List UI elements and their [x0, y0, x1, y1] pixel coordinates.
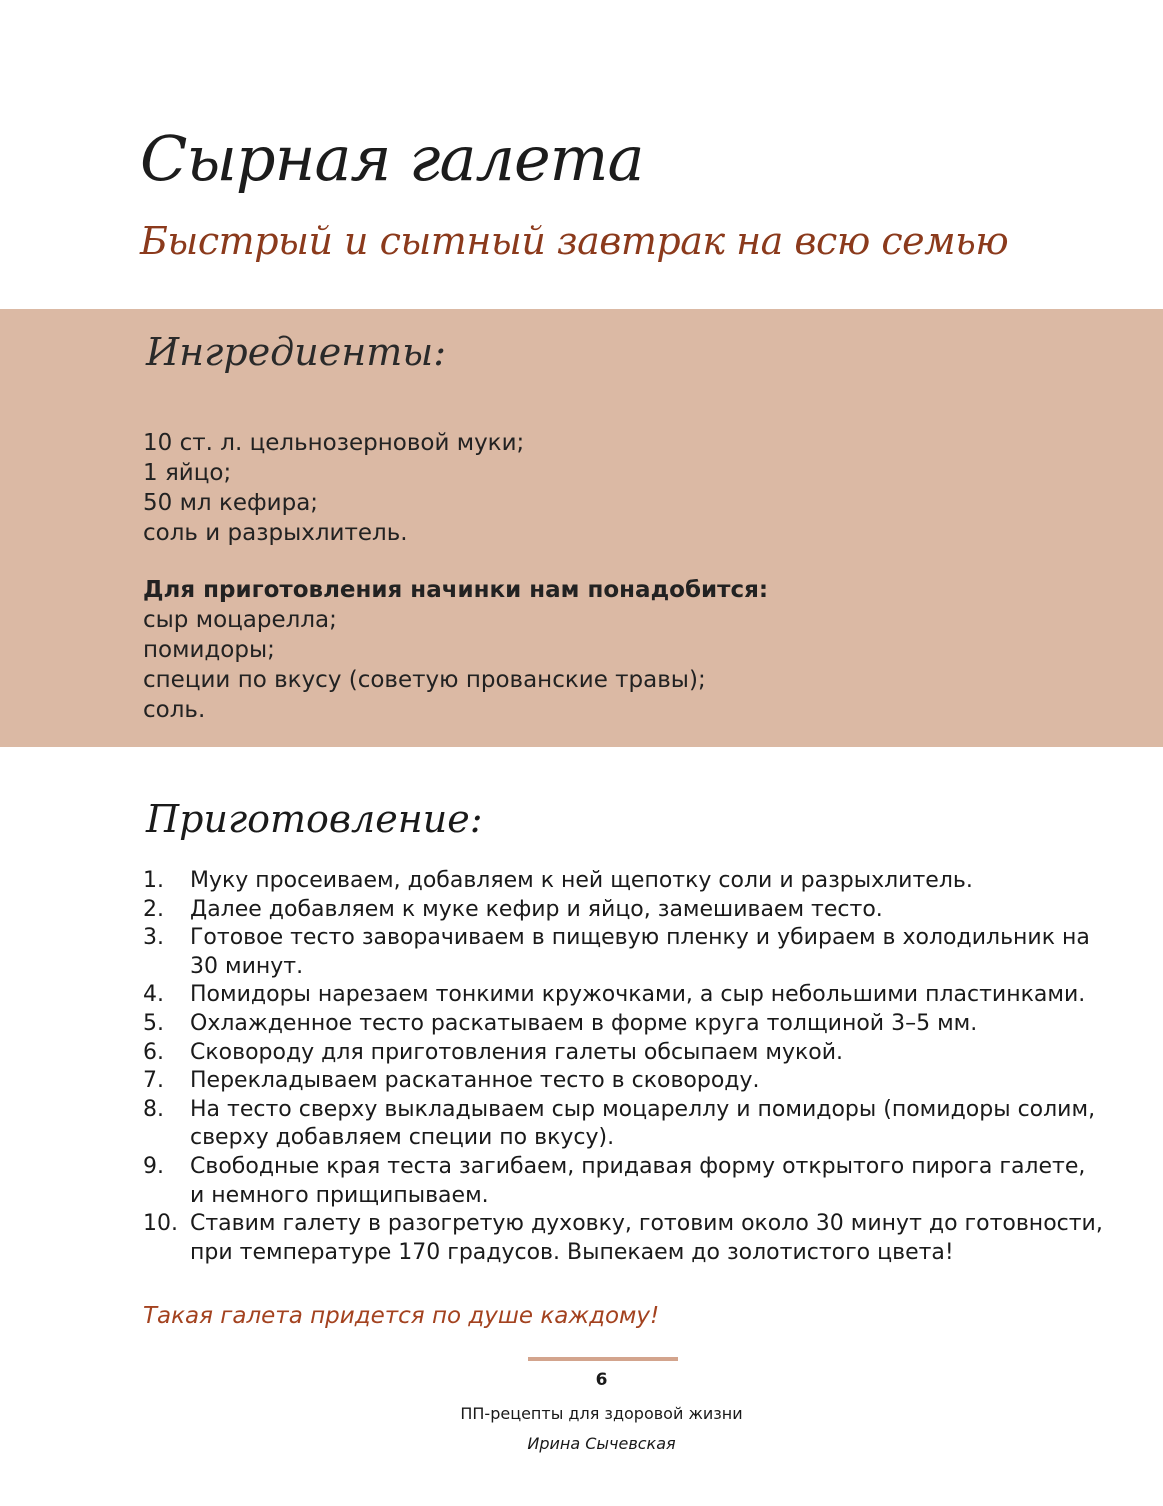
filling-list [143, 575, 768, 725]
filling-item: помидоры; [143, 637, 275, 663]
footer-divider [528, 1357, 678, 1361]
step-text: Ставим галету в разогретую духовку, готовим около 30 минут до готовности, при температуре 170 градусов. Выпекаем до золотистого цвета! [190, 1211, 1103, 1265]
step-number: 8. [143, 1096, 164, 1122]
book-title: ПП-рецепты для здоровой жизни [460, 1404, 743, 1423]
ingredients-list [143, 428, 524, 548]
filling-item: сыр моцарелла; [143, 607, 337, 633]
list-item [143, 1096, 1103, 1153]
list-item [143, 896, 1103, 925]
list-item [143, 924, 1103, 981]
step-number: 3. [143, 925, 164, 951]
filling-item: соль. [143, 697, 206, 723]
list-item [143, 867, 1103, 896]
step-text: Муку просеиваем, добавляем к ней щепотку соли и разрыхлитель. [190, 868, 973, 893]
step-number: 5. [143, 1010, 164, 1036]
filling-item: специи по вкусу (советую прованские травы); [143, 667, 706, 693]
list-item [143, 1153, 1103, 1210]
step-number: 9. [143, 1153, 164, 1179]
ingredient-item: 50 мл кефира; [143, 490, 319, 516]
list-item [143, 1039, 1103, 1068]
step-text: На тесто сверху выкладываем сыр моцареллу и помидоры (помидоры солим, сверху добавляем специи по вкусу). [190, 1096, 1096, 1151]
step-text: Помидоры нарезаем тонкими кружочками, а сыр небольшими пластинками. [190, 982, 1086, 1008]
preparation-heading: Приготовление: [146, 797, 483, 841]
list-item [143, 1067, 1103, 1096]
step-number: 4. [143, 982, 164, 1008]
list-item [143, 1210, 1103, 1267]
step-text: Свободные края теста загибаем, придавая форму открытого пирога галете, и немного прищипываем. [190, 1153, 1086, 1208]
ingredient-item: соль и разрыхлитель. [143, 520, 408, 546]
recipe-subtitle: Быстрый и сытный завтрак на всю семью [140, 219, 1009, 263]
list-item [143, 981, 1103, 1010]
recipe-title: Сырная галета [140, 122, 644, 195]
step-number: 6. [143, 1039, 164, 1065]
author-name: Ирина Сычевская [527, 1434, 676, 1453]
step-text: Готовое тесто заворачиваем в пищевую пленку и убираем в холодильник на 30 минут. [190, 925, 1090, 979]
ingredient-item: 10 ст. л. цельнозерновой муки; [143, 430, 525, 456]
ingredients-heading: Ингредиенты: [146, 330, 447, 374]
step-text: Далее добавляем к муке кефир и яйцо, замешиваем тесто. [190, 896, 883, 922]
filling-title: Для приготовления начинки нам понадобится: [143, 577, 769, 603]
step-text: Охлажденное тесто раскатываем в форме круга толщиной 3–5 мм. [190, 1010, 978, 1036]
step-number: 2. [143, 896, 164, 922]
step-text: Перекладываем раскатанное тесто в сковороду. [190, 1068, 760, 1094]
step-number: 1. [143, 868, 164, 893]
preparation-steps [143, 867, 1103, 1267]
closing-note: Такая галета придется по душе каждому! [143, 1303, 660, 1329]
ingredient-item: 1 яйцо; [143, 460, 232, 486]
step-number: 10. [143, 1211, 178, 1237]
page-number: 6 [595, 1370, 608, 1390]
step-text: Сковороду для приготовления галеты обсыпаем мукой. [190, 1039, 844, 1065]
list-item [143, 1010, 1103, 1039]
step-number: 7. [143, 1068, 164, 1094]
